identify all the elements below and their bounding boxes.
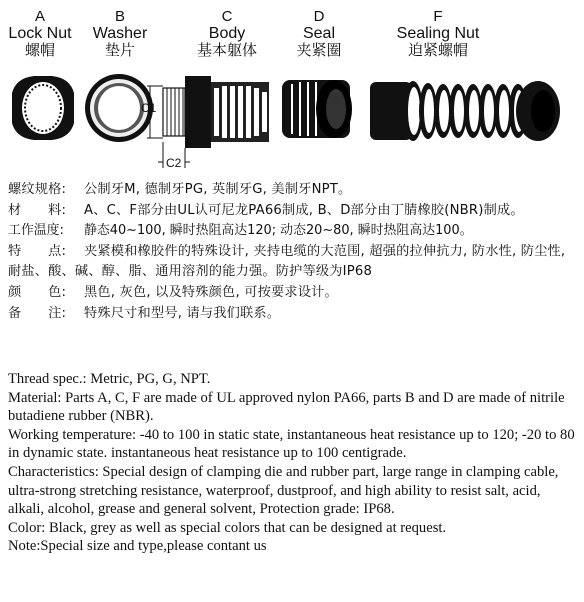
parts-illustration <box>0 0 584 175</box>
cn-color-label: 颜 色: <box>8 284 67 300</box>
cn-note-label: 备 注: <box>8 305 67 321</box>
part-b-name-cn: 垫片 <box>104 41 135 59</box>
en-characteristics-spec: Characteristics: Special design of clamping die and rubber part, large range in clamping cable, ultra-strong stretching resistance, waterproof, dustproof, and high ability to resist salt, acid, alkali, alcohol, grease and general solvent, Protection grade: IP68. <box>8 463 559 518</box>
part-d-letter: D <box>313 8 325 25</box>
part-b-header <box>82 8 158 59</box>
en-note-spec: Note:Special size and type,please contant us <box>8 538 267 555</box>
part-f-name-cn: 迫紧螺帽 <box>407 41 468 59</box>
part-c-letter: C <box>221 8 233 25</box>
cn-temperature-value: 静态40~100, 瞬时热阻高达120; 动态20~80, 瞬时热阻高达100。 <box>84 223 473 239</box>
chinese-specifications <box>8 180 580 324</box>
part-c-name-en: Body <box>208 25 246 42</box>
cn-feature-label: 特 点: <box>8 243 67 259</box>
sealing-nut-drawing <box>370 81 560 141</box>
dimension-c1-label: C1 <box>141 101 157 115</box>
parts-drawing <box>0 62 584 174</box>
cn-color-row <box>8 283 580 304</box>
cn-note-row <box>8 304 580 325</box>
part-a-name-cn: 螺帽 <box>24 41 55 59</box>
part-a-letter: A <box>34 8 45 25</box>
part-f-header <box>386 8 490 59</box>
cn-thread-label: 螺纹规格: <box>8 182 67 197</box>
part-d-name-en: Seal <box>302 25 336 42</box>
lock-nut-drawing <box>12 76 74 140</box>
part-c-name-cn: 基本躯体 <box>196 41 257 59</box>
body-drawing <box>147 76 269 168</box>
dimension-c2-label: C2 <box>166 156 182 170</box>
part-a-name-en: Lock Nut <box>8 25 72 42</box>
english-specifications <box>8 370 580 556</box>
part-d-header <box>284 8 354 59</box>
cn-temperature-row <box>8 221 580 242</box>
cn-temperature-label: 工作温度: <box>8 223 64 239</box>
part-d-name-cn: 夹紧圈 <box>296 41 342 59</box>
cn-note-value: 特殊尺寸和型号, 请与我们联系。 <box>84 305 281 321</box>
part-c-header <box>182 8 272 59</box>
part-b-name-en: Washer <box>92 25 148 42</box>
cn-thread-value: 公制牙M, 德制牙PG, 英制牙G, 美制牙NPT。 <box>84 182 352 197</box>
en-temperature-spec: Working temperature: -40 to 100 in static state, instantaneous heat resistance up to 120; -20 to 80 in dynamic state. instantaneous heat resistance up to 100 centigrade. <box>8 426 575 462</box>
cn-material-row <box>8 201 580 222</box>
cn-color-value: 黑色, 灰色, 以及特殊颜色, 可按要求设计。 <box>84 284 338 300</box>
part-a-header <box>2 8 78 59</box>
en-thread-spec: Thread spec.: Metric, PG, G, NPT. <box>8 371 211 387</box>
cn-feature-row <box>8 242 580 283</box>
cn-thread-row <box>8 180 580 201</box>
seal-drawing <box>282 80 352 138</box>
cn-material-label: 材 料: <box>8 202 67 218</box>
cn-material-value: A、C、F部分由UL认可尼龙PA66制成, B、D部分由丁腈橡胶(NBR)制成。 <box>84 202 524 218</box>
cn-feature-value: 夹紧模和橡胶件的特殊设计, 夹持电缆的大范围, 超强的拉伸抗力, 防水性, 防尘性, 耐盐、酸、碱、醇、脂、通用溶剂的能力强。防护等级为IP68 <box>8 243 566 280</box>
part-f-letter: F <box>433 8 443 25</box>
part-b-letter: B <box>114 8 125 25</box>
en-material-spec: Material: Parts A, C, F are made of UL approved nylon PA66, parts B and D are made of nitrile butadiene rubber (NBR). <box>8 389 565 425</box>
part-f-name-en: Sealing Nut <box>396 25 480 42</box>
en-color-spec: Color: Black, grey as well as special colors that can be designed at request. <box>8 519 447 536</box>
